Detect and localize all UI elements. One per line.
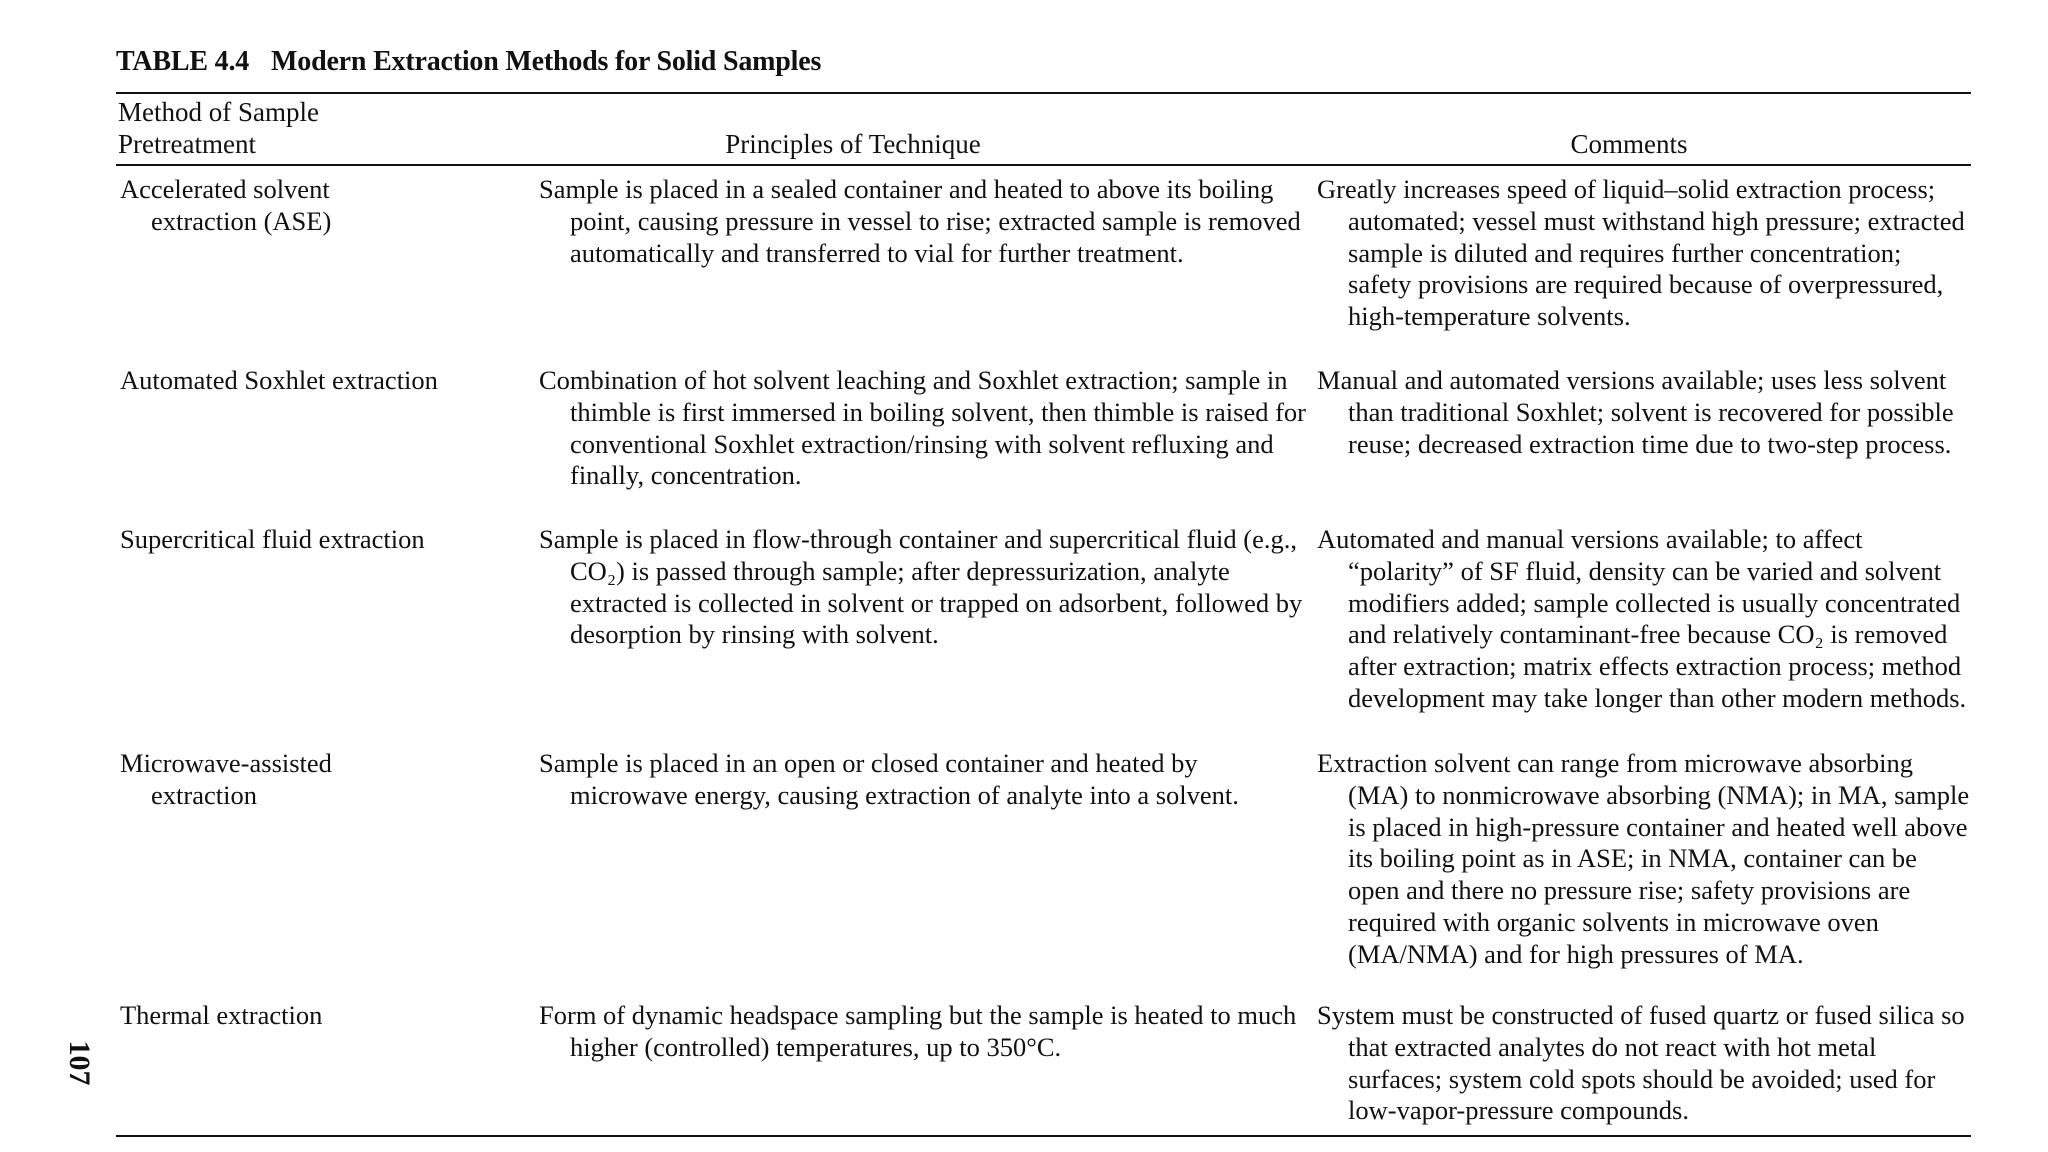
table-caption (116, 42, 1971, 82)
extraction-methods-table (116, 94, 1971, 1127)
table-row (116, 1000, 1971, 1127)
comments-cell: Extraction solvent can range from microwave absorbing (MA) to nonmicrowave absorbing (NMA); in MA, sample is placed in high-pressure container and heated well above its boiling point as in ASE; in NMA, container can be open and there no pressure rise; safety provisions are required with organic solvents in microwave oven (MA/NMA) and for high pressures of MA. (1317, 748, 1970, 969)
table-row (116, 166, 1971, 365)
method-cell: Supercritical fluid extraction (120, 524, 425, 554)
table-label: TABLE 4.4 (116, 46, 250, 77)
header-comments: Comments (1570, 129, 1688, 159)
header-method: Method of Sample Pretreatment (118, 97, 319, 159)
method-cell: Microwave-assisted extraction (120, 748, 332, 810)
comments-cell: Greatly increases speed of liquid–solid extraction process; automated; vessel must withstand high pressure; extracted sample is diluted and requires further concentration; safety provisions are required because of overpressured, high-temperature solvents. (1317, 174, 1965, 332)
table-title: Modern Extraction Methods for Solid Samples (271, 46, 822, 77)
header-principles: Principles of Technique (725, 129, 981, 159)
table-row (116, 365, 1971, 524)
comments-cell: Manual and automated versions available; uses less solvent than traditional Soxhlet; solvent is recovered for possible reuse; decreased extraction time due to two-step process. (1317, 365, 1954, 459)
method-cell: Accelerated solvent extraction (ASE) (120, 174, 332, 236)
principles-cell: Sample is placed in an open or closed container and heated by microwave energy, causing extraction of analyte into a solvent. (539, 748, 1239, 810)
principles-cell: Sample is placed in a sealed container and heated to above its boiling point, causing pressure in vessel to rise; extracted sample is removed automatically and transferred to vial for further treatment. (539, 174, 1301, 268)
header-row (116, 94, 1971, 164)
principles-cell: Combination of hot solvent leaching and Soxhlet extraction; sample in thimble is first immersed in boiling solvent, then thimble is raised for conventional Soxhlet extraction/rinsing with solvent refluxing and finally, concentration. (539, 365, 1307, 491)
method-cell: Automated Soxhlet extraction (120, 365, 438, 395)
comments-cell: Automated and manual versions available; to affect “polarity” of SF fluid, density can be varied and solvent modifiers added; sample collected is usually concentrated and relatively contaminant-free because CO₂ is removed after extraction; matrix effects extraction process; method development may take longer than other modern methods. (1317, 524, 1967, 713)
principles-cell: Form of dynamic headspace sampling but the sample is heated to much higher (controlled) temperatures, up to 350°C. (539, 1000, 1297, 1062)
bottom-rule (116, 1135, 1971, 1137)
document-page (116, 42, 1971, 1137)
table-row (116, 748, 1971, 1000)
page-number: 107 (63, 1040, 96, 1086)
comments-cell: System must be constructed of fused quartz or fused silica so that extracted analytes do not react with hot metal surfaces; system cold spots should be avoided; used for low-vapor-pressure compounds. (1317, 1000, 1965, 1126)
principles-cell: Sample is placed in flow-through container and supercritical fluid (e.g., CO₂) is passed through sample; after depressurization, analyte extracted is collected in solvent or trapped on adsorbent, followed by desorption by rinsing with solvent. (539, 524, 1303, 650)
method-cell: Thermal extraction (120, 1000, 323, 1030)
table-row (116, 524, 1971, 748)
